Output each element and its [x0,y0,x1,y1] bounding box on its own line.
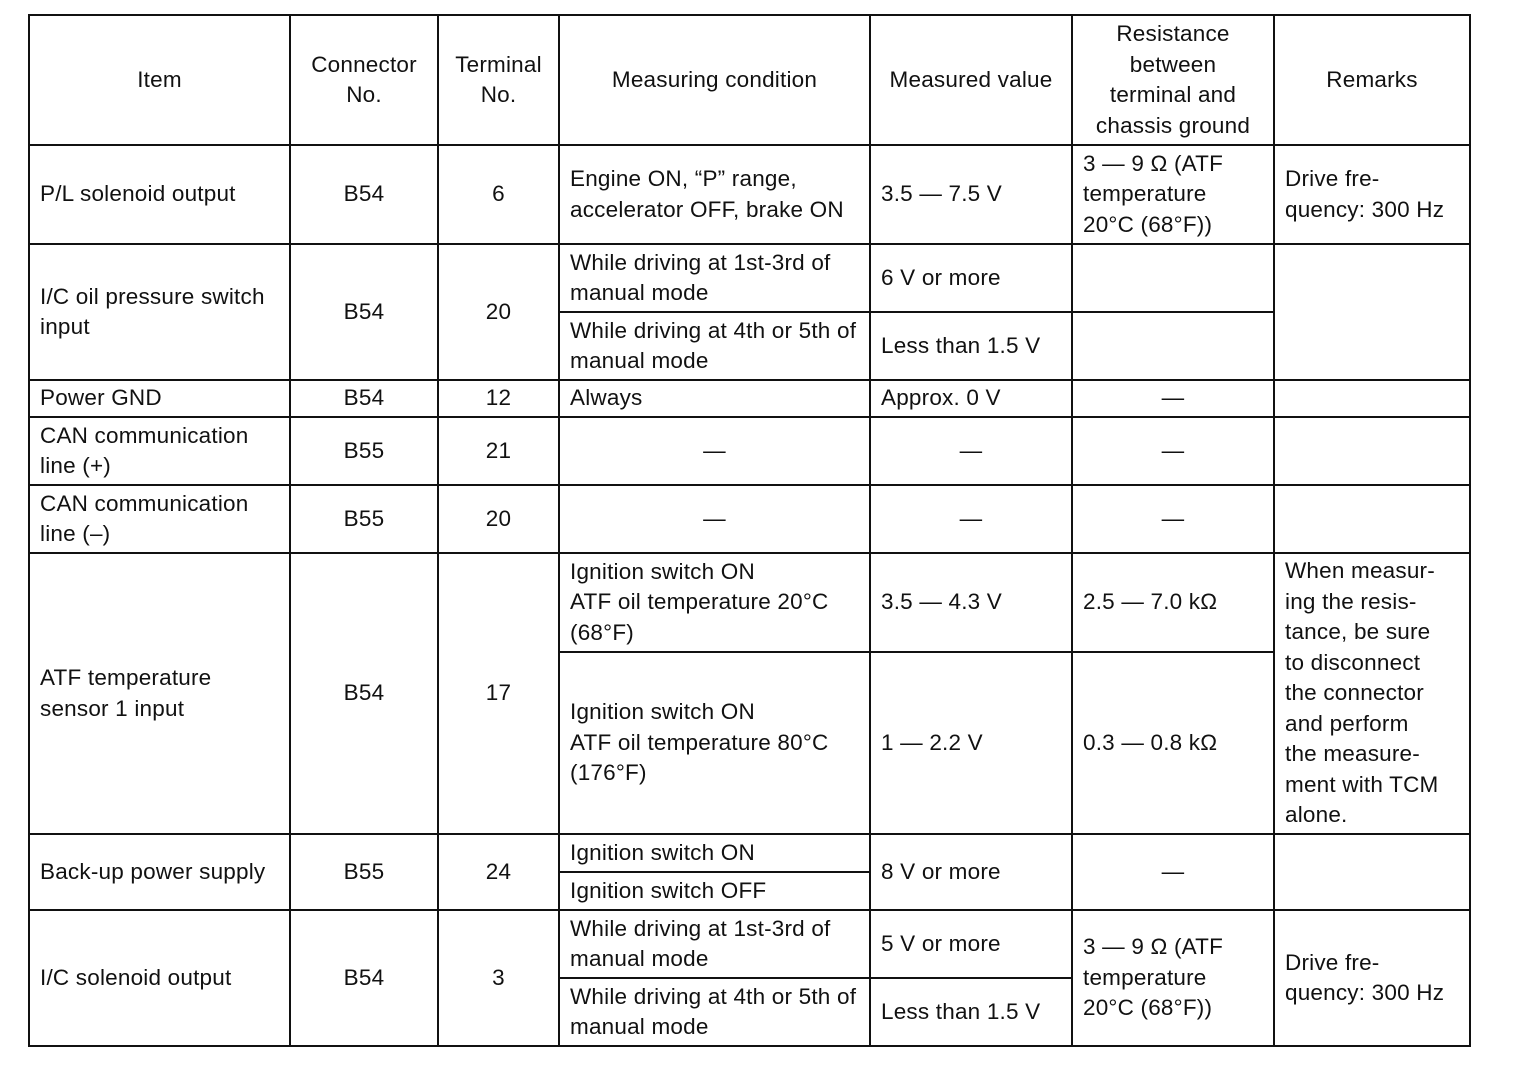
condition-cell: — [559,417,870,485]
value-cell: 1 — 2.2 V [870,652,1072,834]
remarks-cell [1274,380,1470,417]
condition-cell: While driving at 1st-3rd of manual mode [559,244,870,312]
remarks-cell: Drive fre- quency: 300 Hz [1274,145,1470,244]
connector-cell: B54 [290,380,438,417]
connector-cell: B54 [290,553,438,834]
tcm-terminal-spec-table [28,14,1471,1047]
value-cell: 6 V or more [870,244,1072,312]
condition-cell: Engine ON, “P” range, accelerator OFF, brake ON [559,145,870,244]
header-remarks: Remarks [1274,15,1470,145]
table-row [29,380,1470,417]
terminal-cell: 17 [438,553,559,834]
header-terminal: Terminal No. [438,15,559,145]
item-cell: CAN communication line (+) [29,417,290,485]
item-cell: Power GND [29,380,290,417]
resistance-cell: 0.3 — 0.8 kΩ [1072,652,1274,834]
item-cell: P/L solenoid output [29,145,290,244]
condition-cell: While driving at 1st-3rd of manual mode [559,910,870,978]
value-cell: — [870,417,1072,485]
condition-cell: Ignition switch ON [559,834,870,872]
remarks-cell: When measur- ing the resis- tance, be sure to disconnect the connector and perform the measure- ment with TCM alone. [1274,553,1470,834]
table-row [29,485,1470,553]
remarks-cell [1274,485,1470,553]
resistance-cell: — [1072,380,1274,417]
remarks-cell [1274,244,1470,380]
terminal-cell: 24 [438,834,559,910]
value-cell: 5 V or more [870,910,1072,978]
header-condition: Measuring condition [559,15,870,145]
value-cell: Less than 1.5 V [870,978,1072,1046]
header-resistance: Resistance between terminal and chassis ground [1072,15,1274,145]
connector-cell: B54 [290,145,438,244]
resistance-cell [1072,244,1274,312]
resistance-cell: — [1072,485,1274,553]
header-item: Item [29,15,290,145]
resistance-cell [1072,312,1274,380]
terminal-cell: 3 [438,910,559,1046]
table-row [29,910,1470,978]
terminal-cell: 21 [438,417,559,485]
item-cell: I/C solenoid output [29,910,290,1046]
connector-cell: B54 [290,244,438,380]
condition-cell: Ignition switch ON ATF oil temperature 80°C (176°F) [559,652,870,834]
remarks-cell [1274,417,1470,485]
value-cell: 8 V or more [870,834,1072,910]
resistance-cell: 3 — 9 Ω (ATF temperature 20°C (68°F)) [1072,145,1274,244]
condition-cell: — [559,485,870,553]
terminal-cell: 12 [438,380,559,417]
table-row [29,145,1470,244]
header-value: Measured value [870,15,1072,145]
header-row [29,15,1470,145]
header-connector: Connector No. [290,15,438,145]
value-cell: 3.5 — 7.5 V [870,145,1072,244]
item-cell: ATF temperature sensor 1 input [29,553,290,834]
resistance-cell: 2.5 — 7.0 kΩ [1072,553,1274,652]
connector-cell: B54 [290,910,438,1046]
value-cell: — [870,485,1072,553]
connector-cell: B55 [290,485,438,553]
condition-cell: Always [559,380,870,417]
value-cell: 3.5 — 4.3 V [870,553,1072,652]
value-cell: Approx. 0 V [870,380,1072,417]
item-cell: Back-up power supply [29,834,290,910]
connector-cell: B55 [290,417,438,485]
resistance-cell: — [1072,417,1274,485]
table-row [29,417,1470,485]
condition-cell: While driving at 4th or 5th of manual mode [559,312,870,380]
table-row [29,244,1470,312]
table-row [29,834,1470,872]
terminal-cell: 20 [438,485,559,553]
connector-cell: B55 [290,834,438,910]
terminal-cell: 20 [438,244,559,380]
table-row [29,553,1470,652]
resistance-cell: — [1072,834,1274,910]
condition-cell: Ignition switch OFF [559,872,870,910]
item-cell: I/C oil pressure switch input [29,244,290,380]
remarks-cell: Drive fre- quency: 300 Hz [1274,910,1470,1046]
item-cell: CAN communication line (–) [29,485,290,553]
condition-cell: Ignition switch ON ATF oil temperature 20°C (68°F) [559,553,870,652]
remarks-cell [1274,834,1470,910]
value-cell: Less than 1.5 V [870,312,1072,380]
terminal-cell: 6 [438,145,559,244]
resistance-cell: 3 — 9 Ω (ATF temperature 20°C (68°F)) [1072,910,1274,1046]
condition-cell: While driving at 4th or 5th of manual mode [559,978,870,1046]
